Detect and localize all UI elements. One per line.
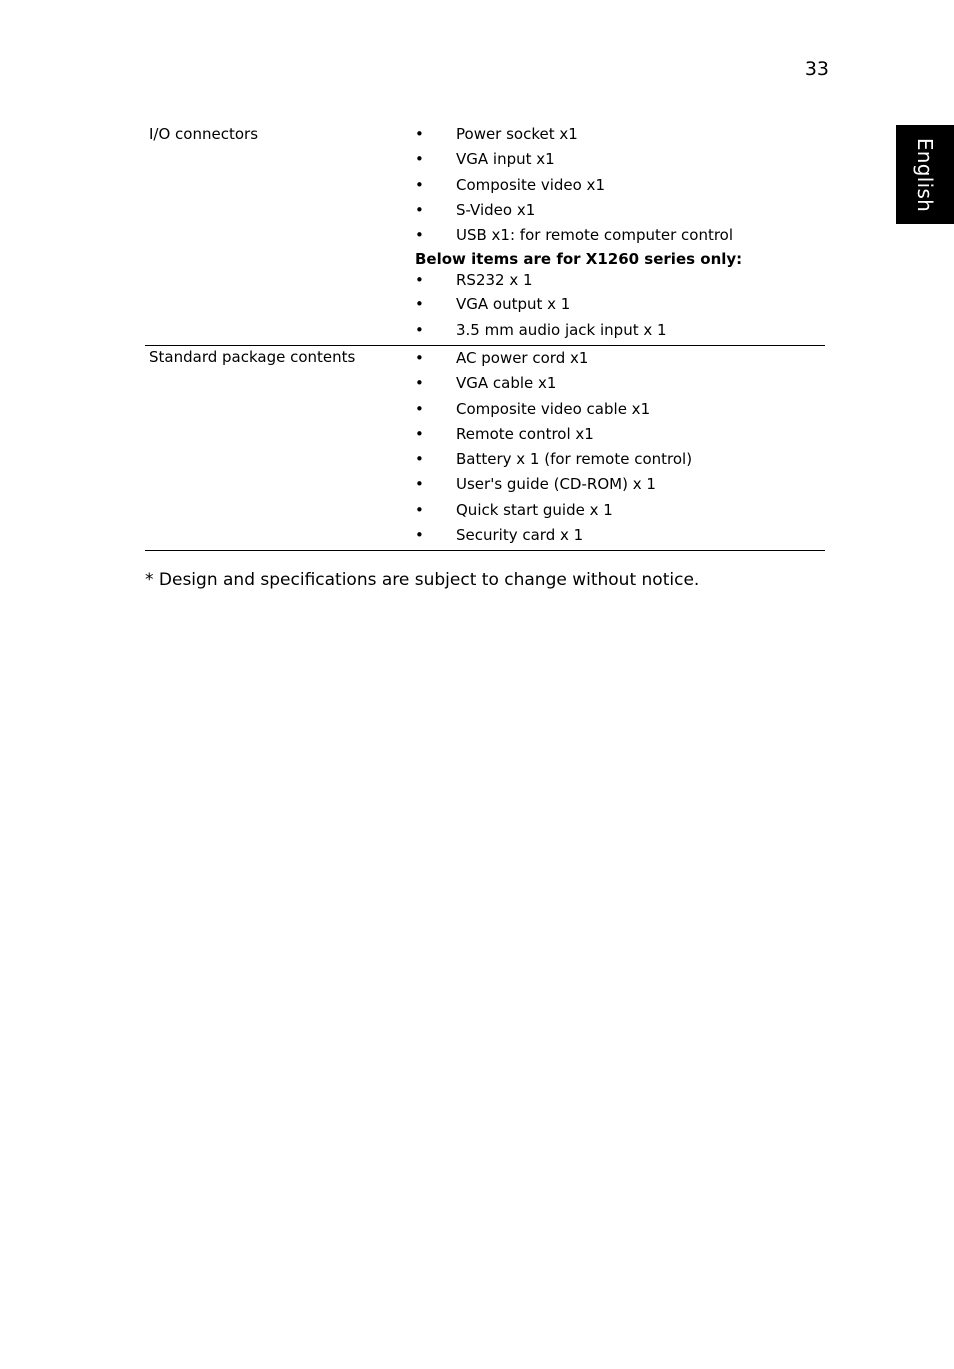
list-item xyxy=(415,122,825,147)
list-item xyxy=(415,523,825,548)
bullet: • xyxy=(415,295,424,314)
list-item-text: Composite video cable x1 xyxy=(456,399,651,418)
language-tab xyxy=(896,125,954,224)
list-item-text: Battery x 1 (for remote control) xyxy=(456,450,693,469)
list-item-text: 3.5 mm audio jack input x 1 xyxy=(456,320,667,339)
bullet: • xyxy=(415,526,424,545)
list-item xyxy=(415,318,825,343)
bullet: • xyxy=(415,349,424,367)
spec-row-io-connectors xyxy=(145,122,825,346)
bullet: • xyxy=(415,125,424,143)
list-item xyxy=(415,223,825,248)
list-item-text: Quick start guide x 1 xyxy=(456,500,613,519)
bullet: • xyxy=(415,374,424,393)
spec-row-package-contents xyxy=(145,346,825,551)
bullet: • xyxy=(415,475,424,494)
spec-value-list xyxy=(415,122,825,343)
list-item xyxy=(415,198,825,223)
list-item xyxy=(415,292,825,317)
list-item-text: RS232 x 1 xyxy=(456,271,533,290)
bullet: • xyxy=(415,399,424,418)
series-subheading: Below items are for X1260 series only: xyxy=(415,250,743,269)
bullet: • xyxy=(415,150,424,169)
list-item xyxy=(415,397,825,422)
list-item xyxy=(415,422,825,447)
spec-value-list xyxy=(415,346,825,548)
language-tab-label: English xyxy=(913,137,938,212)
spec-table xyxy=(145,122,825,551)
list-item-text: Power socket x1 xyxy=(456,125,578,143)
spec-label: Standard package contents xyxy=(149,348,356,366)
list-item xyxy=(415,173,825,198)
list-item-text: VGA input x1 xyxy=(456,150,555,169)
list-item-text: USB x1: for remote computer control xyxy=(456,226,734,245)
list-item-text: VGA cable x1 xyxy=(456,374,557,393)
bullet: • xyxy=(415,226,424,245)
bullet: • xyxy=(415,424,424,443)
list-item xyxy=(415,447,825,472)
list-item xyxy=(415,371,825,396)
bullet: • xyxy=(415,450,424,469)
list-item xyxy=(415,498,825,523)
list-item-text: Composite video x1 xyxy=(456,175,605,194)
list-item xyxy=(415,346,825,371)
list-item xyxy=(415,147,825,172)
list-item-text: VGA output x 1 xyxy=(456,295,571,314)
list-item xyxy=(415,472,825,497)
footnote: * Design and specifications are subject to change without notice. xyxy=(145,570,700,590)
bullet: • xyxy=(415,175,424,194)
list-item-text: S-Video x1 xyxy=(456,200,536,219)
bullet: • xyxy=(415,271,424,290)
bullet: • xyxy=(415,500,424,519)
spec-label: I/O connectors xyxy=(149,125,259,143)
list-item-text: AC power cord x1 xyxy=(456,349,589,367)
list-item-text: User's guide (CD-ROM) x 1 xyxy=(456,475,656,494)
bullet: • xyxy=(415,200,424,219)
list-item-text: Security card x 1 xyxy=(456,526,584,545)
list-item xyxy=(415,268,825,292)
list-item-text: Remote control x1 xyxy=(456,424,594,443)
page-number: 33 xyxy=(804,58,829,80)
bullet: • xyxy=(415,320,424,339)
